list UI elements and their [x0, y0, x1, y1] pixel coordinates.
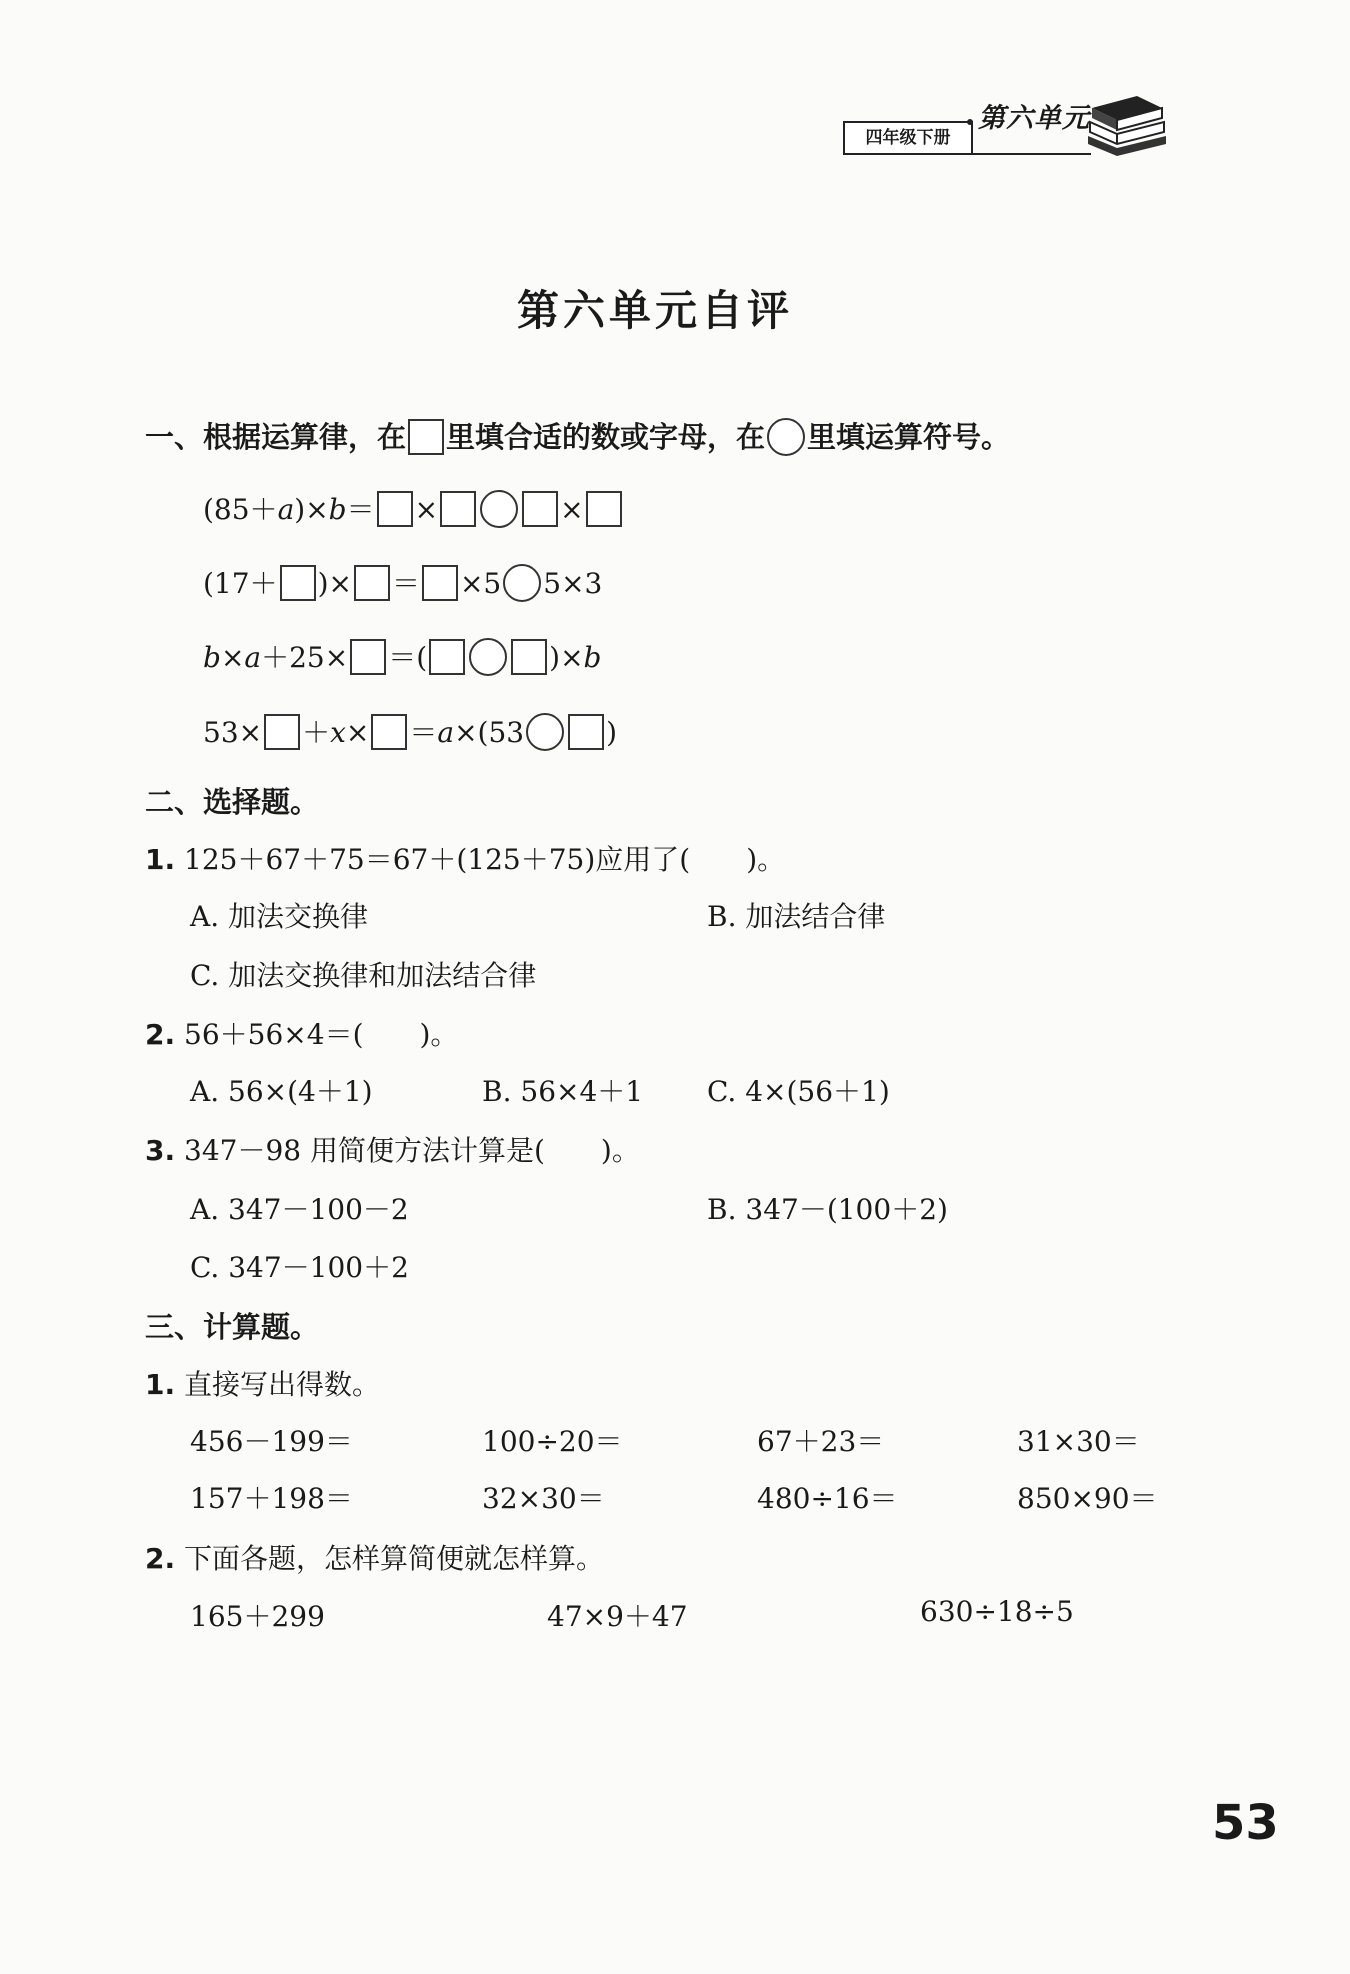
variable: a — [244, 641, 262, 674]
question-text: 347－98 用简便方法计算是( )。 — [184, 1134, 640, 1167]
heading-text: 里填合适的数或字母，在 — [446, 420, 766, 454]
part1-heading — [145, 415, 1010, 456]
expr-text: ×5 — [459, 567, 502, 600]
question-text: 125＋67＋75＝67＋(125＋75)应用了( )。 — [184, 843, 786, 876]
law-line-2 — [203, 562, 602, 602]
books-icon — [1082, 88, 1172, 158]
page-number: 53 — [1212, 1795, 1279, 1851]
variable: a — [277, 493, 295, 526]
question-3-2 — [145, 1537, 604, 1577]
expr-text: ＋ — [302, 716, 331, 749]
question-text: 56＋56×4＝( )。 — [184, 1018, 459, 1051]
calc-item: 157＋198＝ — [190, 1482, 353, 1515]
option-a[interactable]: A. 56×(4＋1) — [190, 1075, 373, 1108]
law-line-1 — [203, 488, 624, 528]
expr-text: (85＋ — [203, 493, 278, 526]
variable: b — [203, 641, 221, 674]
expr-text: ＝ — [409, 716, 438, 749]
question-2-1 — [145, 838, 785, 878]
option-c[interactable]: C. 加法交换律和加法结合律 — [190, 959, 537, 992]
blank-circle — [767, 418, 805, 456]
question-number: 1. — [145, 1368, 176, 1401]
calc-item: 31×30＝ — [1017, 1425, 1140, 1458]
variable: a — [437, 716, 455, 749]
heading-text: 一、根据运算律，在 — [145, 420, 407, 454]
expr-text: ＝ — [391, 567, 420, 600]
header-divider — [973, 153, 1091, 155]
header-dot — [967, 119, 973, 125]
expr-text: (17＋ — [203, 567, 278, 600]
expr-text: ＋25× — [261, 641, 349, 674]
answer-box[interactable] — [264, 714, 300, 750]
option-b[interactable]: B. 加法结合律 — [707, 900, 886, 933]
law-line-4 — [203, 711, 617, 751]
expr-text: ) — [606, 716, 618, 749]
expr-text: × — [345, 716, 370, 749]
question-2-3 — [145, 1129, 640, 1169]
question-2-2 — [145, 1013, 458, 1053]
calc-item: 32×30＝ — [482, 1482, 605, 1515]
option-b[interactable]: B. 347－(100＋2) — [707, 1193, 948, 1226]
expr-text: )× — [317, 567, 352, 600]
variable: b — [583, 641, 602, 674]
unit-label: 第六单元 — [978, 103, 1090, 134]
variable: b — [328, 493, 347, 526]
calc-item: 67＋23＝ — [757, 1425, 885, 1458]
option-c[interactable]: C. 347－100＋2 — [190, 1251, 409, 1284]
part2-heading: 二、选择题。 — [145, 785, 320, 819]
option-a[interactable]: A. 347－100－2 — [190, 1193, 409, 1226]
calc-item: 47×9＋47 — [547, 1600, 688, 1633]
expr-text: ＝( — [388, 641, 428, 674]
calc-item: 850×90＝ — [1017, 1482, 1158, 1515]
answer-box[interactable] — [354, 565, 390, 601]
expr-text: ×(53 — [454, 716, 525, 749]
expr-text: × — [560, 493, 584, 526]
answer-box[interactable] — [511, 639, 547, 675]
answer-box[interactable] — [350, 639, 386, 675]
answer-box[interactable] — [568, 714, 604, 750]
question-number: 2. — [145, 1542, 176, 1575]
answer-circle[interactable] — [480, 490, 518, 528]
expr-text: 53× — [203, 716, 263, 749]
question-3-1 — [145, 1363, 380, 1403]
question-number: 3. — [145, 1134, 176, 1167]
answer-box[interactable] — [522, 491, 558, 527]
page-title: 第六单元自评 — [516, 286, 793, 335]
expr-text: )× — [294, 493, 329, 526]
calc-item: 165＋299 — [190, 1600, 325, 1633]
law-line-3 — [203, 636, 601, 676]
answer-box[interactable] — [586, 491, 622, 527]
expr-text: )× — [549, 641, 584, 674]
answer-box[interactable] — [377, 491, 413, 527]
calc-item: 456－199＝ — [190, 1425, 353, 1458]
calc-item: 100÷20＝ — [482, 1425, 623, 1458]
question-number: 2. — [145, 1018, 176, 1051]
answer-box[interactable] — [440, 491, 476, 527]
question-number: 1. — [145, 843, 176, 876]
question-text: 直接写出得数。 — [184, 1368, 381, 1401]
answer-circle[interactable] — [526, 713, 564, 751]
answer-circle[interactable] — [503, 564, 541, 602]
option-c[interactable]: C. 4×(56＋1) — [707, 1075, 890, 1108]
option-a[interactable]: A. 加法交换律 — [190, 900, 369, 933]
answer-circle[interactable] — [469, 638, 507, 676]
expr-text: 5×3 — [543, 567, 603, 600]
blank-box — [408, 419, 444, 455]
part3-heading: 三、计算题。 — [145, 1310, 320, 1344]
heading-text: 里填运算符号。 — [807, 420, 1011, 454]
question-text: 下面各题，怎样算简便就怎样算。 — [184, 1542, 605, 1575]
expr-text: ＝ — [346, 493, 375, 526]
answer-box[interactable] — [422, 565, 458, 601]
expr-text: × — [220, 641, 245, 674]
variable: x — [330, 716, 346, 749]
calc-item: 630÷18÷5 — [920, 1595, 1074, 1628]
answer-box[interactable] — [429, 639, 465, 675]
calc-item: 480÷16＝ — [757, 1482, 898, 1515]
answer-box[interactable] — [371, 714, 407, 750]
expr-text: × — [414, 493, 439, 526]
option-b[interactable]: B. 56×4＋1 — [482, 1075, 644, 1108]
grade-label: 四年级下册 — [843, 121, 973, 155]
answer-box[interactable] — [280, 565, 316, 601]
